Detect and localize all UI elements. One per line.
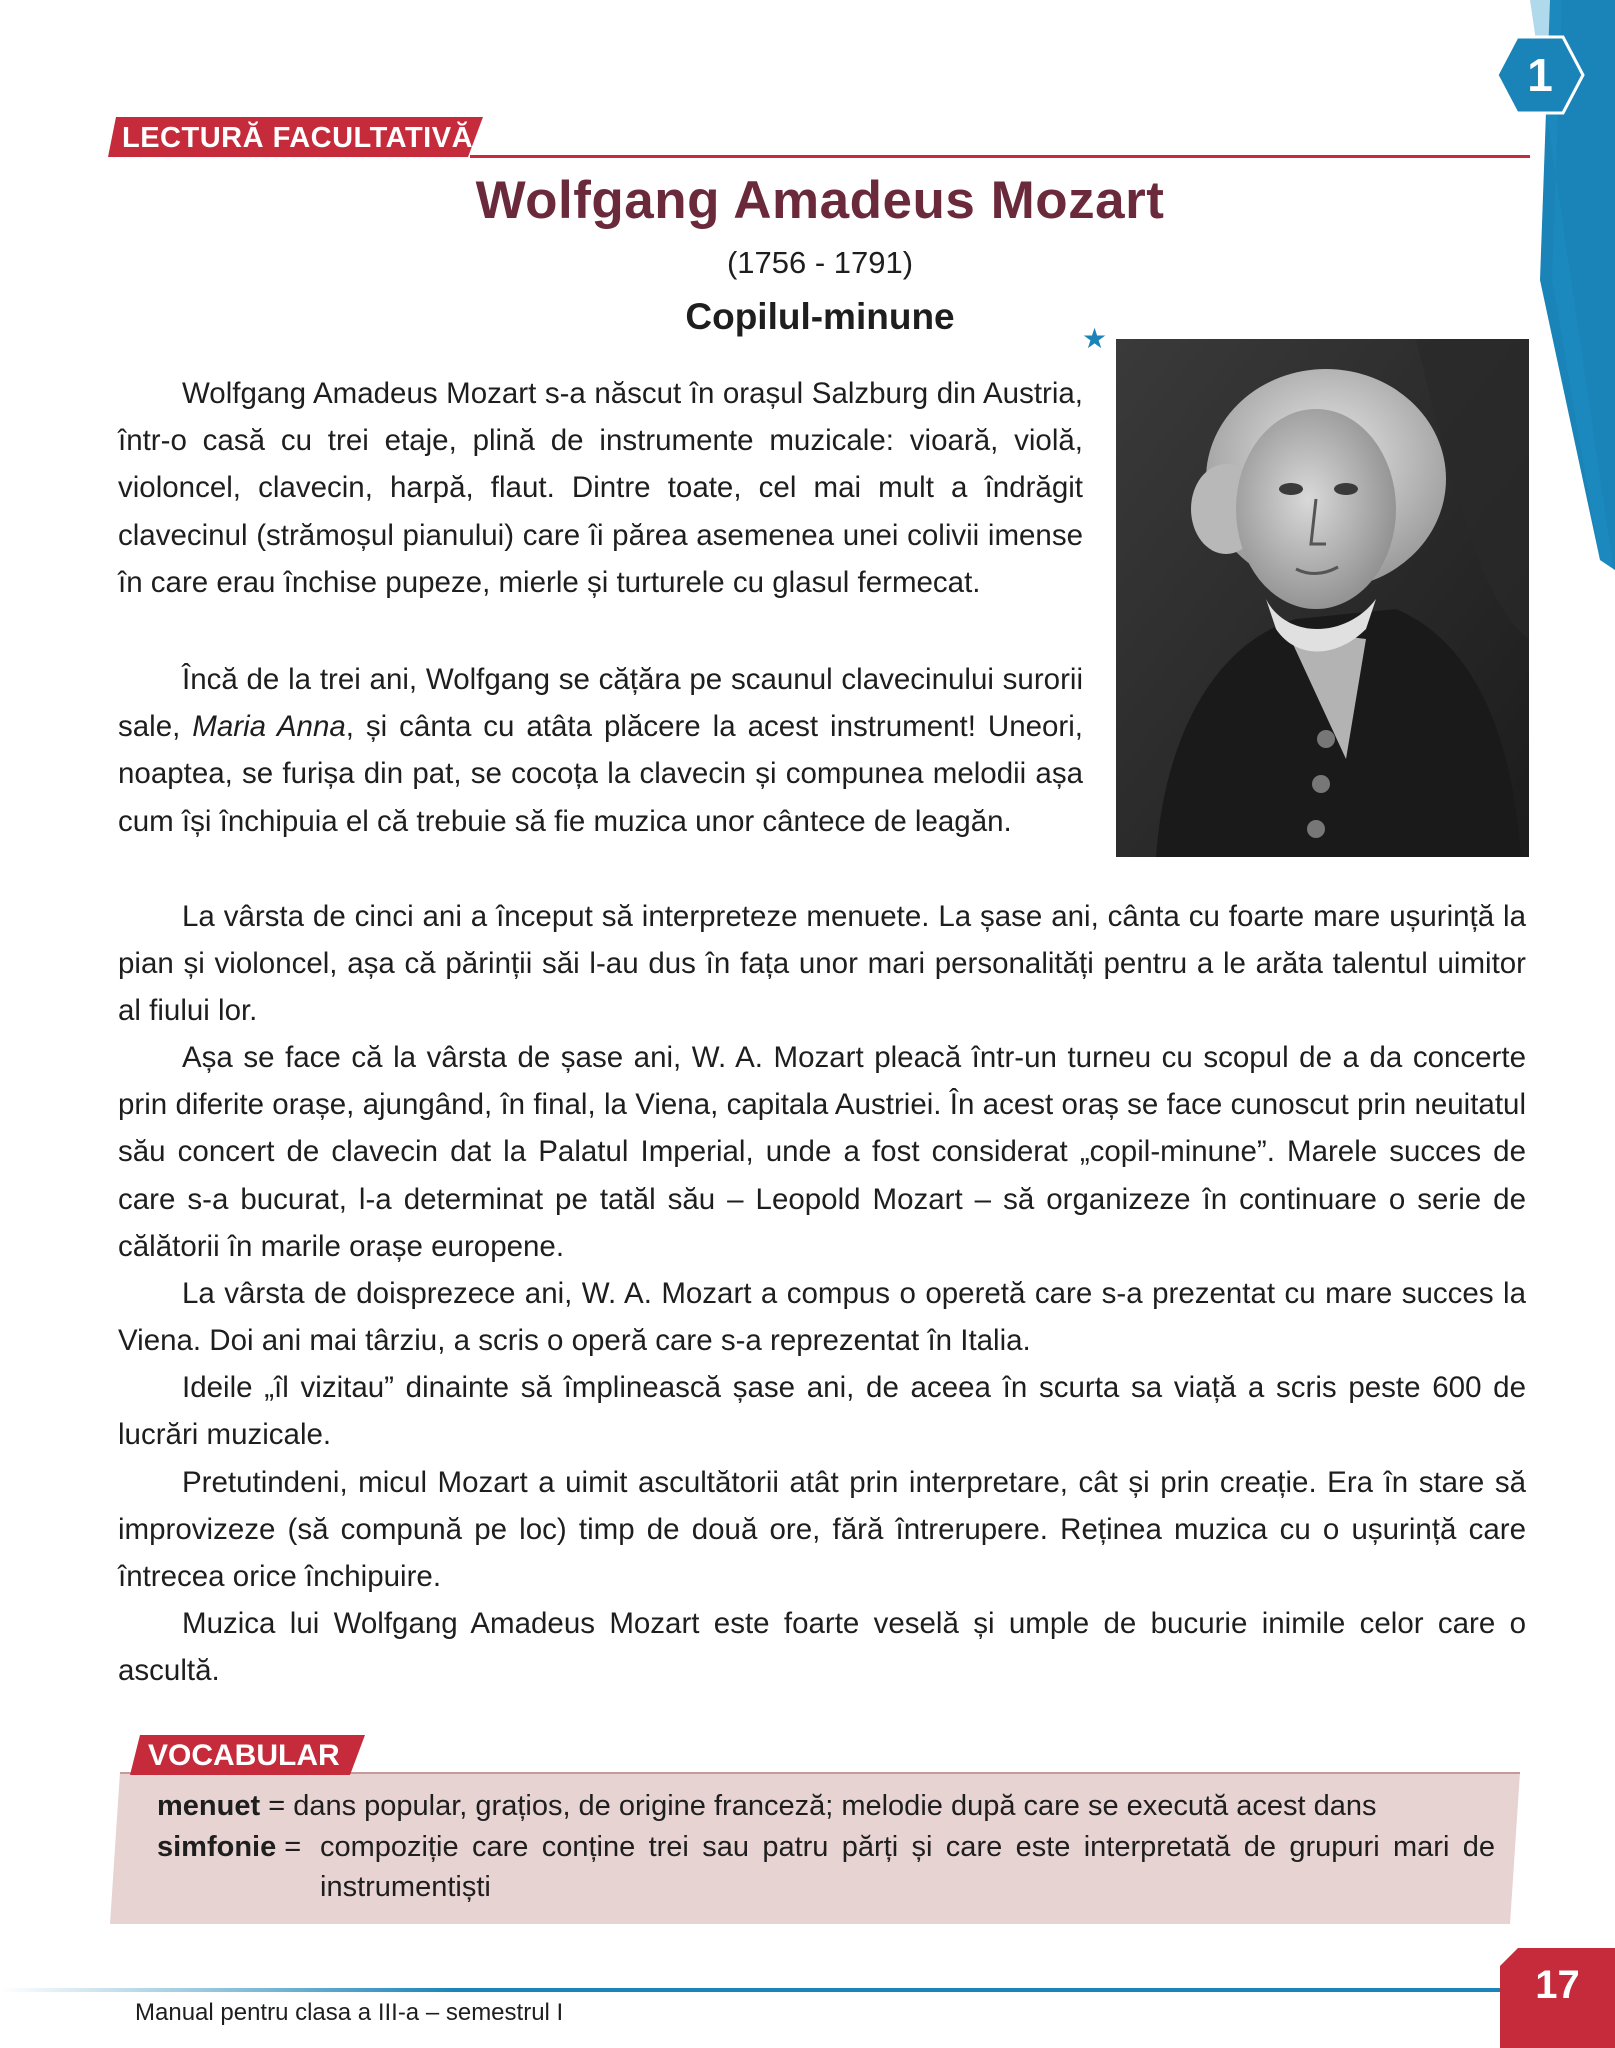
vocabulary-definition: dans popular, grațios, de origine franceză; melodie după care se execută acest dans	[293, 1790, 1377, 1822]
paragraph-3: La vârsta de cinci ani a început să interpreteze menuete. La șase ani, cânta cu foarte mare ușurință la pian și violoncel, așa că părinții săi l-au dus în fața unor mari personalități pentru a le arăta talentul uimitor al fiului lor.	[118, 900, 1526, 1028]
page-number: 17	[1535, 1963, 1580, 2007]
star-icon: ★	[1082, 323, 1108, 354]
paragraph-1: Wolfgang Amadeus Mozart s-a născut în orașul Salzburg din Austria, într-o casă cu trei etaje, plină de instrumente muzicale: vioară, violă, violoncel, clavecin, harpă, flaut. Dintre toate, cel mai mult a îndrăgit clavecinul (strămoșul pianului) care îi părea asemenea unei colivii imense în care erau închise pupeze, mierle și turturele cu glasul fermecat.	[118, 377, 1083, 599]
section-label: LECTURĂ FACULTATIVĂ	[122, 122, 474, 154]
paragraph-5: La vârsta de doisprezece ani, W. A. Mozart a compus o operetă care s-a prezentat cu mare succes la Viena. Doi ani mai târziu, a scris o operă care s-a reprezentat în Italia.	[118, 1277, 1526, 1358]
paragraph-7: Pretutindeni, micul Mozart a uimit ascultătorii atât prin interpretare, cât și prin creație. Era în stare să improvizeze (să compună pe loc) timp de două ore, fără întrerupere. Reținea muzica cu o ușurință care întrecea orice închipuire.	[118, 1466, 1526, 1594]
paragraph-6: Ideile „îl vizitau” dinainte să împlinească șase ani, de aceea în scurta sa viață a scris peste 600 de lucrări muzicale.	[118, 1371, 1526, 1452]
vocabulary-term: simfonie	[157, 1831, 277, 1863]
page-title: Wolfgang Amadeus Mozart	[475, 171, 1165, 230]
mozart-portrait	[1116, 339, 1529, 857]
chapter-number: 1	[1527, 49, 1553, 101]
footer-line	[0, 1988, 1515, 1992]
vocabulary-definition: compoziție care conține trei sau patru părți și care este interpretată de grupuri mari de instrumentiști	[320, 1831, 1495, 1903]
vocabulary-label: VOCABULAR	[148, 1739, 340, 1772]
footer-text: Manual pentru clasa a III-a – semestrul I	[135, 1999, 564, 2026]
vocabulary-term: menuet	[157, 1790, 261, 1822]
paragraph-4: Așa se face că la vârsta de șase ani, W. A. Mozart pleacă într-un turneu cu scopul de a da concerte prin diferite orașe, ajungând, în final, la Viena, capitala Austriei. În acest oraș se face cunoscut prin neuitatul său concert de clavecin dat la Palatul Imperial, unde a fost considerat „copil-minune”. Marele succes de care s-a bucurat, l-a determinat pe tatăl său – Leopold Mozart – să organizeze în continuare o serie de călătorii în marile orașe europene.	[118, 1041, 1526, 1263]
sister-name: Maria Anna	[192, 710, 346, 744]
paragraph-2: Încă de la trei ani, Wolfgang se cățăra pe scaunul clavecinului surorii sale, Maria Anna, și cânta cu atâta plăcere la acest instrument! Uneori, noaptea, se furișa din pat, se cocoța la clavecin și compunea melodii așa cum își închipuia el că trebuie să fie muzica unor cântece de leagăn.	[118, 663, 1083, 838]
subtitle: Copilul-minune	[685, 296, 955, 337]
lifespan-years: (1756 - 1791)	[726, 245, 914, 280]
header-rule	[470, 155, 1530, 158]
vocabulary-entry: menuet = dans popular, grațios, de origine franceză; melodie după care se execută acest dans	[157, 1790, 1377, 1822]
vocabulary-entry: simfonie =	[157, 1831, 302, 1863]
paragraph-8: Muzica lui Wolfgang Amadeus Mozart este foarte veselă și umple de bucurie inimile celor care o ascultă.	[118, 1607, 1526, 1688]
